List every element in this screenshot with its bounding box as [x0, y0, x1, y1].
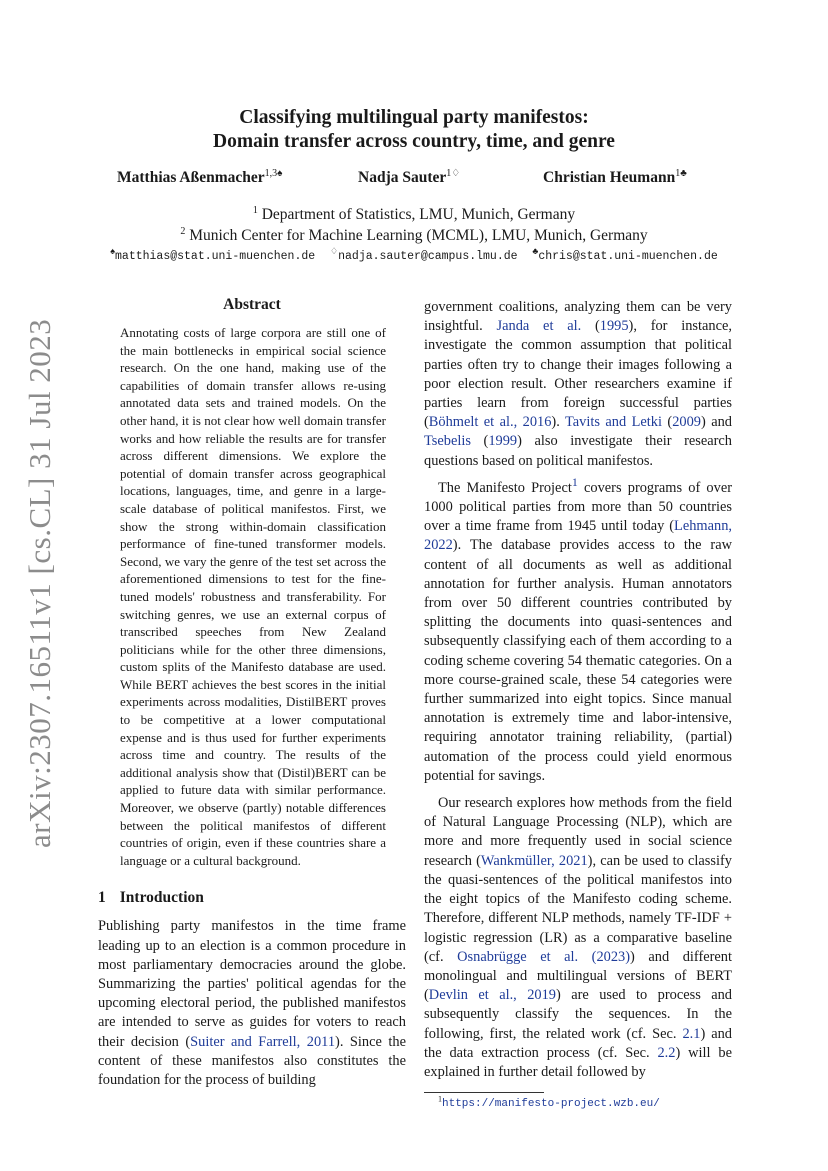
section-ref-link[interactable]: 2.1 [682, 1025, 701, 1042]
citation-link[interactable]: Devlin et al., 2019 [428, 987, 556, 1004]
author-3 [543, 169, 687, 187]
arxiv-identifier-stamp: arXiv:2307.16511v1 [cs.CL] 31 Jul 2023 [22, 318, 57, 848]
footnote-url-link[interactable]: https://manifesto-project.wzb.eu/ [442, 1098, 660, 1111]
email-3-symbol: ♣ [532, 246, 539, 257]
text-run: ) and different monolingual and multilingual versions of BERT ( [424, 948, 732, 1004]
affiliation-2-mark: 2 [180, 225, 186, 237]
email-3[interactable] [532, 246, 718, 263]
text-run: ) will be explained in further detail followed by [424, 1044, 732, 1080]
title-line-1: Classifying multilingual party manifestos: [239, 107, 589, 128]
author-1 [117, 169, 282, 187]
affiliation-2 [0, 227, 828, 245]
text-run: Our research explores how methods from the field of Natural Language Processing (NLP), which are more and more frequently used in social science research ( [424, 795, 732, 869]
citation-link[interactable]: 1999 [488, 433, 518, 450]
section-title: Introduction [119, 889, 204, 907]
text-run: ). [551, 414, 565, 431]
text-run: ) are used to process and subsequently classify the sequences. In the following, first, the related work (cf. Sec. [424, 987, 732, 1042]
citation-link[interactable]: 1995 [599, 318, 629, 335]
email-2[interactable] [330, 246, 518, 263]
text-run: ) also investigate their research questions based on political manifestos. [424, 433, 733, 469]
text-run: ). Since the content of these manifestos also constitutes the foundation for the process of building [98, 1033, 406, 1089]
citation-link[interactable]: Böhmelt et al., 2016 [428, 414, 552, 431]
affiliation-1-mark: 1 [252, 204, 258, 216]
footnote [438, 1094, 732, 1111]
citation-link[interactable]: Lehmann, 2022 [424, 518, 732, 554]
left-column [98, 296, 406, 1090]
text-run: ). The database provides access to the raw content of all documents as well as additional annotation for further analysis. Human annotators from over 50 different countries contributed by splitting the documents into quasi-sentences and subsequently classifying each of them according to a coding scheme covering 54 thematic categories. On a more course-grained scale, these 54 categories were further summarized into eight topics. Since manual annotation is extremely time and labor-intensive, requiring annotator training reliability, (partial) automation of the process could yield enormous potential for savings. [424, 537, 732, 784]
email-3-address[interactable]: chris@stat.uni-muenchen.de [538, 250, 718, 263]
author-list [0, 169, 828, 191]
intro-paragraph-2 [424, 298, 732, 471]
citation-link[interactable]: Osnabrügge et al. (2023) [457, 948, 631, 965]
email-1-address[interactable]: matthias@stat.uni-muenchen.de [115, 250, 316, 263]
right-column [424, 298, 732, 1110]
author-2-marks: 1♢ [446, 167, 461, 179]
footnote-marker[interactable]: 1 [571, 475, 578, 490]
paper-title [0, 106, 828, 154]
footnote-number: 1 [438, 1094, 442, 1104]
citation-link[interactable]: Tsebelis [424, 433, 471, 450]
email-2-address[interactable]: nadja.sauter@campus.lmu.de [338, 250, 518, 263]
author-3-marks: 1♣ [675, 167, 687, 179]
text-run: The Manifesto Project [438, 479, 572, 496]
author-1-name: Matthias Aßenmacher [117, 169, 265, 186]
email-list [0, 246, 828, 263]
section-ref-link[interactable]: 2.2 [657, 1044, 676, 1061]
text-run: covers programs of over 1000 political parties from more than 50 countries over a time frame from 1945 until today ( [424, 479, 733, 535]
text-run: ), can be used to classify the quasi-sentences of the political manifestos into the eight topics of the Manifesto coding scheme. Therefore, different NLP methods, namely TF-IDF + logistic regression (LR) as a comparative baseline (cf. [424, 852, 732, 965]
email-1-symbol: ♠ [110, 246, 116, 257]
text-run: ( [470, 433, 489, 450]
text-run: ), for instance, investigate the common assumption that political parties often try to change their images following a poor election result. Other researchers examine if parties learn from foreign successful parties ( [424, 318, 732, 431]
section-heading-introduction [98, 889, 406, 907]
author-2-name: Nadja Sauter [358, 169, 447, 186]
affiliation-1 [0, 206, 828, 224]
author-3-name: Christian Heumann [543, 169, 676, 186]
intro-paragraph-3 [424, 475, 733, 786]
citation-link[interactable]: Suiter and Farrell, 2011 [190, 1033, 336, 1050]
email-1[interactable] [110, 246, 316, 263]
abstract-heading: Abstract [223, 296, 281, 313]
text-run: ( [661, 414, 673, 431]
affiliation-1-text: Department of Statistics, LMU, Munich, Germany [261, 206, 576, 223]
text-run: Publishing party manifestos in the time frame leading up to an election is a common procedure in most parliamentary democracies around the globe. Summarizing the parties' political agendas for the upcoming electoral period, the published manifestos are intended to serve as guides for voters to reach their decision ( [98, 918, 406, 1050]
text-run: government coalitions, analyzing them can be very insightful. [424, 299, 732, 335]
text-run: ) and the data extraction process (cf. Sec. [424, 1025, 732, 1061]
citation-link[interactable]: Wankmüller, 2021 [480, 852, 588, 869]
author-2 [358, 169, 460, 187]
affiliation-2-text: Munich Center for Machine Learning (MCML), LMU, Munich, Germany [189, 227, 648, 244]
section-number: 1 [98, 889, 106, 907]
author-1-marks: 1,3♠ [264, 167, 283, 179]
citation-link[interactable]: Janda et al. [496, 318, 582, 335]
text-run: ( [581, 318, 600, 335]
intro-paragraph-4 [424, 794, 732, 1082]
intro-paragraph-1 [98, 917, 406, 1090]
email-2-symbol: ♢ [330, 246, 339, 257]
abstract-text: Annotating costs of large corpora are still one of the main bottlenecks in empirical social science research. On the one hand, making use of the capabilities of domain transfer allows re-using annotated data sets and trained models. On the other hand, it is not clear how well domain transfer works and how reliable the results are for transfer across different dimensions. We explore the potential of domain transfer across geographical locations, languages, time, and genre in a large-scale database of political manifestos. First, we show the strong within-domain classification performance of fine-tuned transformer models. Second, we vary the genre of the test set across the aforementioned dimensions to test for the fine-tuned models' robustness and transferability. For switching genres, we use an external corpus of transcribed speeches from New Zealand politicians while for the other three dimensions, custom splits of the Manifesto database are used. While BERT achieves the best scores in the initial experiments across modalities, DistilBERT proves to be competitive at a lower computational expense and is thus used for further experiments across time and country. The results of the additional analysis show that (Distil)BERT can be applied to future data with similar performance. Moreover, we observe (partly) notable differences between the political manifestos of different countries of origin, even if these countries share a language or a cultural background. [120, 325, 386, 868]
citation-link[interactable]: Tavits and Letki [565, 414, 662, 431]
citation-link[interactable]: 2009 [672, 414, 701, 431]
text-run: ) and [701, 414, 733, 431]
title-line-2: Domain transfer across country, time, and genre [213, 131, 615, 152]
